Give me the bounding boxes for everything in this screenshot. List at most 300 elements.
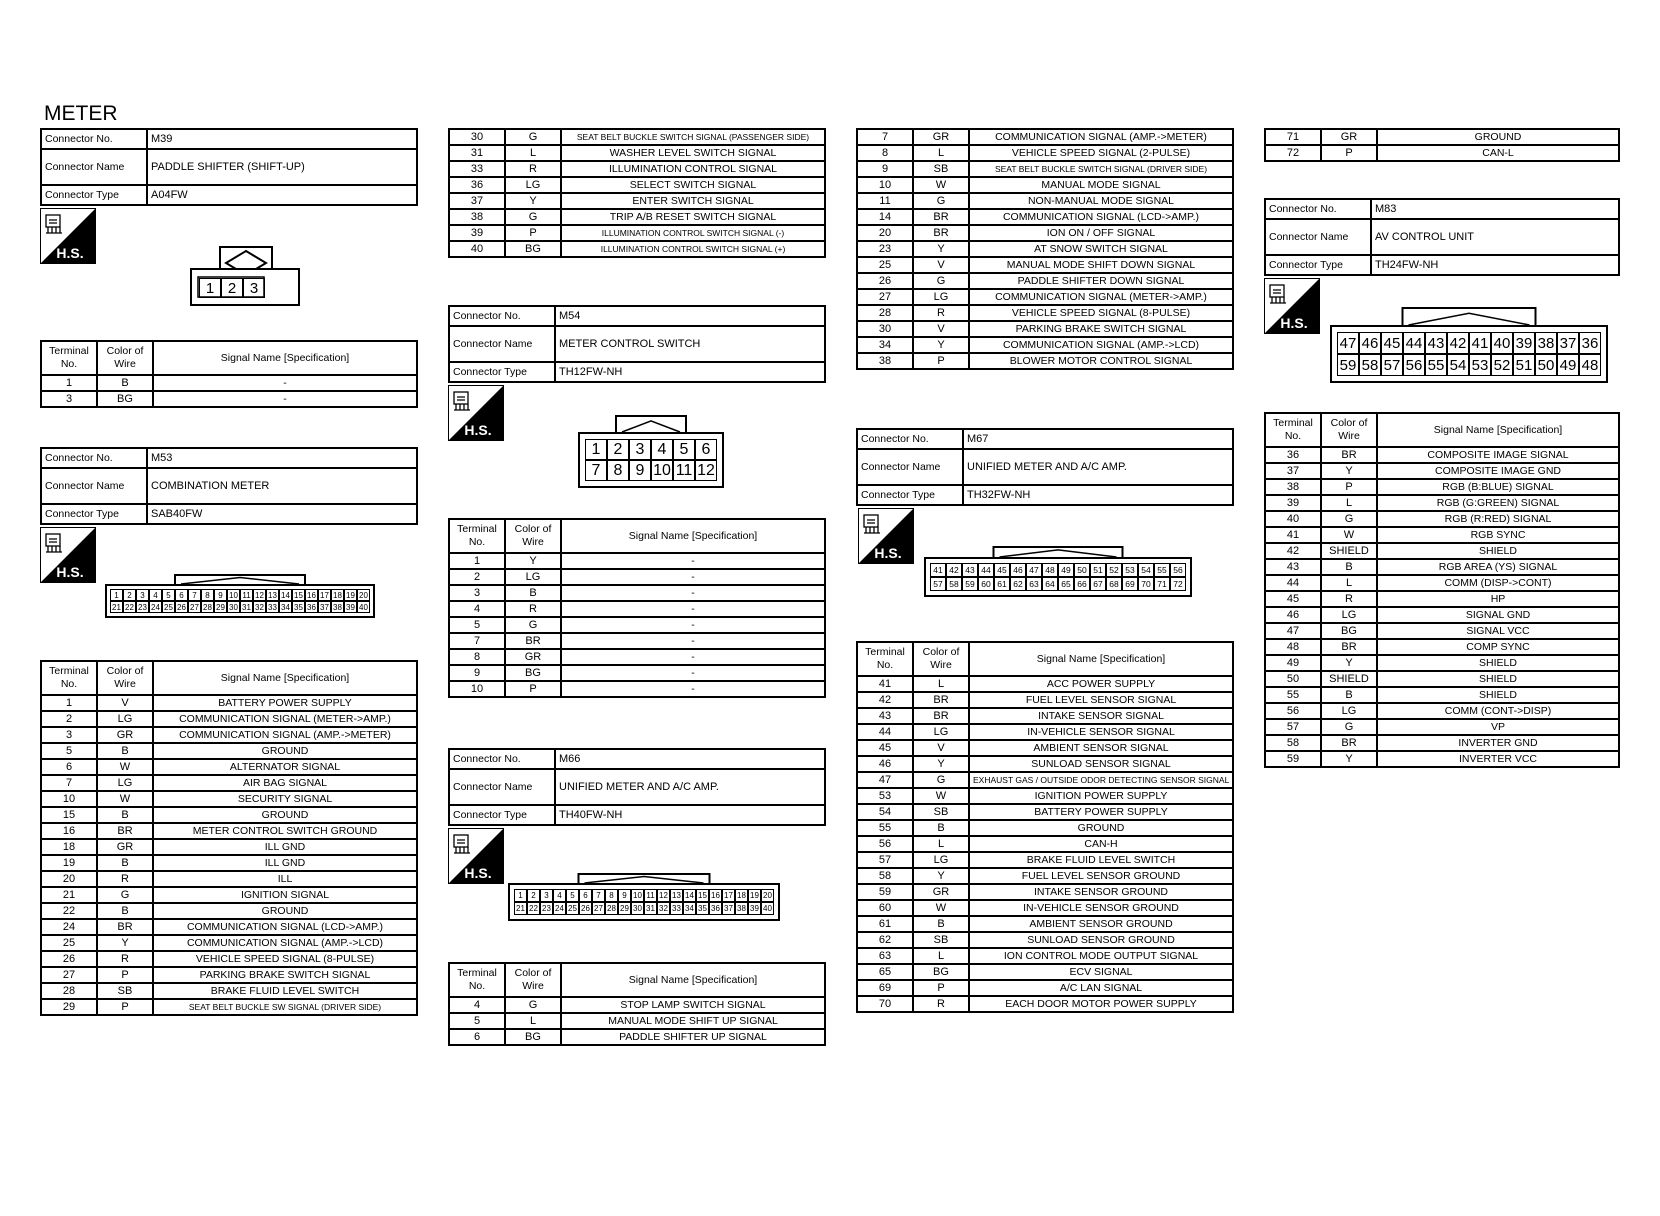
table-row [857,177,1233,193]
terminal-no: 43 [857,708,913,724]
pin: 16 [305,589,318,601]
table-row [857,193,1233,209]
signal-name: COMM (CONT->DISP) [1377,703,1619,719]
terminal-no: 71 [1265,129,1321,145]
m67-name-value: UNIFIED METER AND A/C AMP. [963,449,1233,485]
m66-info [448,748,826,826]
signal-name: - [561,585,825,601]
pin: 55 [1425,354,1447,376]
pin: 24 [149,601,162,613]
terminal-no: 41 [1265,527,1321,543]
pin: 52 [1491,354,1513,376]
connector-name-label: Connector Name [41,468,147,504]
terminal-no: 1 [41,375,97,391]
wire-color: V [97,695,153,711]
terminal-no: 59 [1265,751,1321,767]
terminal-no: 2 [41,711,97,727]
terminal-no: 5 [449,617,505,633]
pin: 23 [540,902,553,915]
signal-name: COMP SYNC [1377,639,1619,655]
pin: 11 [240,589,253,601]
m67-terminal-table-cont [1264,128,1620,162]
pin: 35 [292,601,305,613]
terminal-no: 1 [449,553,505,569]
m67-type-value: TH32FW-NH [963,485,1233,505]
table-row [1265,687,1619,703]
pin: 22 [123,601,136,613]
signal-name: ECV SIGNAL [969,964,1233,980]
wire-color: GR [97,839,153,855]
table-row [41,983,417,999]
m53-no-value: M53 [147,448,417,468]
table-row [41,887,417,903]
pin: 36 [709,902,722,915]
pin: 10 [651,460,673,481]
terminal-no: 10 [857,177,913,193]
terminal-no: 41 [857,676,913,692]
terminal-no: 42 [1265,543,1321,559]
pin: 17 [722,889,735,902]
hs-label: H.S. [1280,315,1308,331]
table-row [449,225,825,241]
table-row [857,980,1233,996]
pin: 31 [644,902,657,915]
pin: 16 [709,889,722,902]
wire-color: BG [505,1029,561,1045]
terminal-no: 40 [1265,511,1321,527]
terminal-no: 10 [449,681,505,697]
terminal-no: 3 [41,391,97,407]
pin: 2 [123,589,136,601]
signal-name: MANUAL MODE SHIFT UP SIGNAL [561,1013,825,1029]
signal-name: AT SNOW SWITCH SIGNAL [969,241,1233,257]
wire-color: B [505,585,561,601]
m54-name-value: METER CONTROL SWITCH [555,326,825,362]
pin: 15 [696,889,709,902]
table-row [857,708,1233,724]
wire-color: G [505,209,561,225]
wire-color: L [505,1013,561,1029]
terminal-no-header: Terminal No. [449,963,505,997]
signal-name: EXHAUST GAS / OUTSIDE ODOR DETECTING SENSOR SIGNAL [969,772,1233,788]
wire-color: GR [1321,129,1377,145]
pin: 2 [607,439,629,460]
wire-color: R [505,601,561,617]
pin: 50 [1535,354,1557,376]
signal-name: METER CONTROL SWITCH GROUND [153,823,417,839]
table-row [449,585,825,601]
pin: 21 [110,601,123,613]
wire-color: G [913,193,969,209]
terminal-no: 10 [41,791,97,807]
wire-color: L [505,145,561,161]
wire-color: BR [97,919,153,935]
connector-no-label: Connector No. [1265,199,1371,219]
pin: 12 [657,889,670,902]
pin: 9 [214,589,227,601]
signal-name: SEAT BELT BUCKLE SWITCH SIGNAL (PASSENGER SIDE) [561,129,825,145]
pin: 53 [1469,354,1491,376]
terminal-no: 24 [41,919,97,935]
pin: 22 [527,902,540,915]
wire-color: B [97,855,153,871]
terminal-no: 11 [857,193,913,209]
signal-name: ALTERNATOR SIGNAL [153,759,417,775]
wire-color: LG [1321,607,1377,623]
m66-type-value: TH40FW-NH [555,805,825,825]
terminal-no: 47 [1265,623,1321,639]
pin: 3 [540,889,553,902]
pin: 12 [695,460,717,481]
wire-color: P [913,353,969,369]
signal-name: ILLUMINATION CONTROL SWITCH SIGNAL (-) [561,225,825,241]
pin: 60 [978,577,994,591]
signal-name: AMBIENT SENSOR SIGNAL [969,740,1233,756]
wire-color: G [505,997,561,1013]
m67-no-value: M67 [963,429,1233,449]
table-row [857,852,1233,868]
table-row [1265,447,1619,463]
m66-no-value: M66 [555,749,825,769]
signal-name: - [561,681,825,697]
table-row [857,145,1233,161]
table-row [1265,591,1619,607]
table-row [857,257,1233,273]
m53-type-value: SAB40FW [147,504,417,524]
wire-color: B [913,820,969,836]
signal-name: ILLUMINATION CONTROL SWITCH SIGNAL (+) [561,241,825,257]
signal-name: - [153,391,417,407]
wire-color: BG [1321,623,1377,639]
table-row [449,997,825,1013]
hs-icon [1264,278,1320,334]
m67-connector [924,546,1192,597]
pin: 3 [243,278,265,298]
table-row [857,964,1233,980]
pin: 38 [735,902,748,915]
pin: 8 [605,889,618,902]
terminal-no: 56 [857,836,913,852]
signal-name: VEHICLE SPEED SIGNAL (8-PULSE) [153,951,417,967]
table-row [1265,511,1619,527]
table-row [857,209,1233,225]
pin: 5 [566,889,579,902]
signal-name: - [153,375,417,391]
wire-color: Y [505,193,561,209]
wire-color: BR [1321,447,1377,463]
wire-color: BR [913,209,969,225]
pin: 52 [1106,563,1122,577]
m54-type-value: TH12FW-NH [555,362,825,382]
m66-terminal-table [448,962,826,1046]
wire-color: P [913,980,969,996]
table-row [449,241,825,257]
wire-color: Y [913,241,969,257]
table-row [449,553,825,569]
table-row [41,807,417,823]
pin: 67 [1090,577,1106,591]
signal-name: BATTERY POWER SUPPLY [153,695,417,711]
pin: 18 [331,589,344,601]
pin: 36 [305,601,318,613]
pin: 46 [1359,332,1381,354]
connector-name-label: Connector Name [857,449,963,485]
signal-name: GROUND [153,903,417,919]
pin: 62 [1010,577,1026,591]
signal-name: SHIELD [1377,543,1619,559]
pin: 50 [1074,563,1090,577]
terminal-no: 56 [1265,703,1321,719]
terminal-no: 43 [1265,559,1321,575]
pin: 29 [618,902,631,915]
terminal-no: 54 [857,804,913,820]
table-row [449,177,825,193]
terminal-no: 46 [857,756,913,772]
signal-name: COMPOSITE IMAGE SIGNAL [1377,447,1619,463]
pin: 11 [644,889,657,902]
terminal-no: 9 [857,161,913,177]
table-row [1265,735,1619,751]
terminal-no: 36 [1265,447,1321,463]
pin: 42 [1447,332,1469,354]
table-row [857,868,1233,884]
signal-name: INTAKE SENSOR GROUND [969,884,1233,900]
pin: 28 [605,902,618,915]
table-row [41,967,417,983]
connector-type-label: Connector Type [449,362,555,382]
signal-name: PARKING BRAKE SWITCH SIGNAL [153,967,417,983]
terminal-no: 28 [857,305,913,321]
terminal-no: 4 [449,997,505,1013]
pin: 18 [735,889,748,902]
wire-color: R [97,951,153,967]
terminal-no: 60 [857,900,913,916]
pin: 8 [607,460,629,481]
terminal-no-header: Terminal No. [449,519,505,553]
pin: 49 [1058,563,1074,577]
pin: 36 [1579,332,1601,354]
pin: 20 [761,889,774,902]
wire-color: GR [505,649,561,665]
table-row [449,617,825,633]
table-row [857,916,1233,932]
signal-name: INVERTER VCC [1377,751,1619,767]
pin: 65 [1058,577,1074,591]
m83-no-value: M83 [1371,199,1619,219]
terminal-no: 22 [41,903,97,919]
terminal-no: 59 [857,884,913,900]
wire-color: P [505,225,561,241]
pin: 37 [1557,332,1579,354]
wire-color: BR [1321,735,1377,751]
pin: 1 [585,439,607,460]
signal-name: SHIELD [1377,671,1619,687]
wire-color: W [97,759,153,775]
table-row [41,711,417,727]
m83-name-value: AV CONTROL UNIT [1371,219,1619,255]
terminal-no: 30 [449,129,505,145]
hs-icon [858,508,914,564]
wire-color: P [1321,145,1377,161]
pin: 6 [695,439,717,460]
table-row [1265,543,1619,559]
terminal-no: 18 [41,839,97,855]
wire-color: P [97,999,153,1015]
wire-color: Y [913,756,969,772]
pin: 5 [673,439,695,460]
terminal-no: 3 [41,727,97,743]
wire-color: SB [97,983,153,999]
color-of-wire-header: Color of Wire [913,642,969,676]
pin: 39 [748,902,761,915]
wire-color: LG [505,569,561,585]
color-of-wire-header: Color of Wire [97,341,153,375]
pin: 10 [631,889,644,902]
table-row [1265,623,1619,639]
pin: 54 [1138,563,1154,577]
terminal-no: 36 [449,177,505,193]
table-row [41,871,417,887]
signal-name: AIR BAG SIGNAL [153,775,417,791]
wire-color: R [913,996,969,1012]
wire-color: BG [505,241,561,257]
signal-name: NON-MANUAL MODE SIGNAL [969,193,1233,209]
wire-color: BG [913,964,969,980]
table-row [1265,495,1619,511]
pin: 26 [175,601,188,613]
pin: 28 [201,601,214,613]
signal-name: PARKING BRAKE SWITCH SIGNAL [969,321,1233,337]
color-of-wire-header: Color of Wire [505,519,561,553]
signal-name: SIGNAL VCC [1377,623,1619,639]
table-row [1265,703,1619,719]
hs-label: H.S. [56,245,84,261]
wire-color: SHIELD [1321,543,1377,559]
terminal-no: 6 [41,759,97,775]
terminal-no: 57 [1265,719,1321,735]
table-row [857,692,1233,708]
m53-terminal-table-cont [448,128,826,258]
terminal-no: 5 [449,1013,505,1029]
m53-name-value: COMBINATION METER [147,468,417,504]
table-row [449,161,825,177]
wire-color: P [505,681,561,697]
m39-type-value: A04FW [147,185,417,205]
terminal-no-header: Terminal No. [857,642,913,676]
table-row [449,649,825,665]
signal-name: - [561,665,825,681]
m39-terminal-table [40,340,418,408]
terminal-no: 61 [857,916,913,932]
terminal-no: 49 [1265,655,1321,671]
terminal-no-header: Terminal No. [1265,413,1321,447]
signal-name: CAN-L [1377,145,1619,161]
terminal-no: 42 [857,692,913,708]
wire-color: V [913,321,969,337]
terminal-no: 26 [857,273,913,289]
table-row [857,884,1233,900]
terminal-no: 65 [857,964,913,980]
signal-name: BATTERY POWER SUPPLY [969,804,1233,820]
m66-connector [508,873,780,921]
table-row [857,836,1233,852]
signal-name: ION ON / OFF SIGNAL [969,225,1233,241]
terminal-no: 19 [41,855,97,871]
wire-color: BR [97,823,153,839]
terminal-no: 50 [1265,671,1321,687]
color-of-wire-header: Color of Wire [505,963,561,997]
signal-name: - [561,617,825,633]
table-row [857,772,1233,788]
wire-color: L [913,676,969,692]
pin: 14 [279,589,292,601]
table-row [41,999,417,1015]
pin: 40 [1491,332,1513,354]
signal-name: HP [1377,591,1619,607]
signal-name: SEAT BELT BUCKLE SWITCH SIGNAL (DRIVER SIDE) [969,161,1233,177]
pin: 57 [930,577,946,591]
wire-color: R [1321,591,1377,607]
m53-info [40,447,418,525]
pin: 33 [670,902,683,915]
terminal-no: 14 [857,209,913,225]
signal-name: GROUND [153,807,417,823]
terminal-no: 45 [1265,591,1321,607]
pin: 2 [527,889,540,902]
signal-name: BRAKE FLUID LEVEL SWITCH [969,852,1233,868]
terminal-no: 72 [1265,145,1321,161]
table-row [857,241,1233,257]
table-row [1265,145,1619,161]
terminal-no: 39 [1265,495,1321,511]
wire-color: W [1321,527,1377,543]
wire-color: Y [1321,655,1377,671]
pin: 27 [188,601,201,613]
wire-color: L [913,836,969,852]
signal-name-header: Signal Name [Specification] [969,642,1233,676]
table-row [857,948,1233,964]
terminal-no: 23 [857,241,913,257]
terminal-no: 38 [449,209,505,225]
signal-name: IGNITION POWER SUPPLY [969,788,1233,804]
pin: 7 [592,889,605,902]
pin: 7 [585,460,607,481]
signal-name: - [561,553,825,569]
signal-name: SHIELD [1377,655,1619,671]
pin: 45 [994,563,1010,577]
table-row [857,337,1233,353]
wire-color: R [913,305,969,321]
wire-color: LG [97,775,153,791]
pin: 13 [670,889,683,902]
pin: 57 [1381,354,1403,376]
wire-color: GR [913,129,969,145]
wire-color: G [913,273,969,289]
terminal-no: 34 [857,337,913,353]
table-row [857,724,1233,740]
table-row [41,727,417,743]
terminal-no: 47 [857,772,913,788]
table-row [1265,655,1619,671]
pin: 21 [514,902,527,915]
pin: 48 [1042,563,1058,577]
wire-color: SB [913,161,969,177]
signal-name: STOP LAMP SWITCH SIGNAL [561,997,825,1013]
table-row [1265,575,1619,591]
pin: 27 [592,902,605,915]
wire-color: LG [913,852,969,868]
signal-name: INVERTER GND [1377,735,1619,751]
